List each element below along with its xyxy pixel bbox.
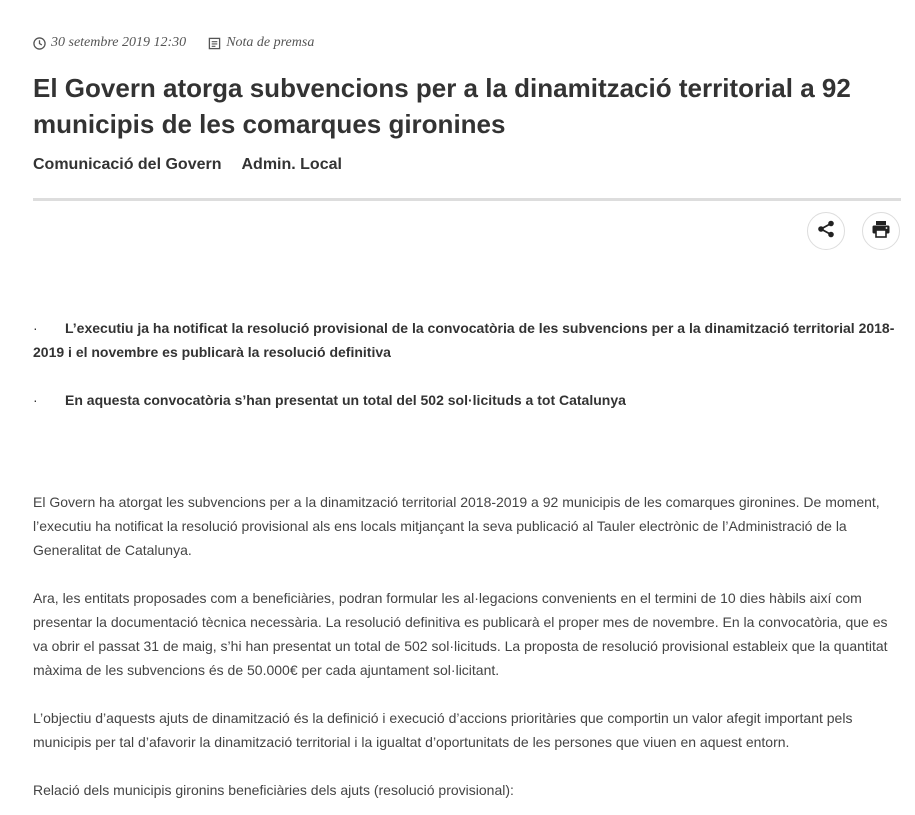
highlight-text: En aquesta convocatòria s’han presentat un total del 502 sol·licituds a tot Catalunya xyxy=(65,392,626,408)
highlight-item xyxy=(33,388,901,412)
body-paragraph: Ara, les entitats proposades com a beneficiàries, podran formular les al·legacions convenients en el termini de 10 dies hàbils així com presentar la documentació tècnica necessària. La resolució definitiva es publicarà el proper mes de novembre. En la convocatòria, que es va obrir el passat 31 de maig, s’hi han presentat un total de 502 sol·licituds. La proposta de resolució provisional estableix que la quantitat màxima de les subvencions és de 50.000€ per cada ajuntament sol·licitant. xyxy=(33,590,888,678)
highlight-item xyxy=(33,316,901,364)
tag-admin-local[interactable]: Admin. Local xyxy=(241,156,342,173)
bullet-marker: · xyxy=(33,320,38,336)
share-button[interactable] xyxy=(807,212,845,250)
body-paragraph: El Govern ha atorgat les subvencions per a la dinamització territorial 2018-2019 a 92 municipis de les comarques gironines. De moment, l’executiu ha notificat la resolució provisional als ens locals mitjançant la seva publicació al Tauler electrònic de l’Administració de la Generalitat de Catalunya. xyxy=(33,494,880,558)
highlight-text: L’executiu ja ha notificat la resolució provisional de la convocatòria de les subvencions per a la dinamització territorial 2018-2019 i el novembre es publicarà la resolució definitiva xyxy=(33,320,895,360)
content-type: Nota de premsa xyxy=(226,35,315,50)
bullet-marker: · xyxy=(33,392,38,408)
clock-icon xyxy=(33,37,46,50)
document-icon xyxy=(208,37,221,50)
article-meta xyxy=(33,33,314,53)
publish-date: 30 setembre 2019 12:30 xyxy=(51,35,187,50)
share-icon xyxy=(816,219,836,244)
printer-icon xyxy=(871,219,891,244)
divider xyxy=(33,198,901,201)
page-title: El Govern atorga subvencions per a la dinamització territorial a 92 municipis de les comarques gironines xyxy=(33,73,851,139)
print-button[interactable] xyxy=(862,212,900,250)
tag-comunicacio-govern[interactable]: Comunicació del Govern xyxy=(33,156,222,173)
body-paragraph: Relació dels municipis gironins beneficiàries dels ajuts (resolució provisional): xyxy=(33,782,514,798)
article-tags xyxy=(33,153,362,177)
body-paragraph: L’objectiu d’aquests ajuts de dinamització és la definició i execució d’accions prioritàries que comportin un valor afegit important pels municipis per tal d’afavorir la dinamització territorial i la igualtat d’oportunitats de les persones que viuen en aquest entorn. xyxy=(33,710,853,750)
